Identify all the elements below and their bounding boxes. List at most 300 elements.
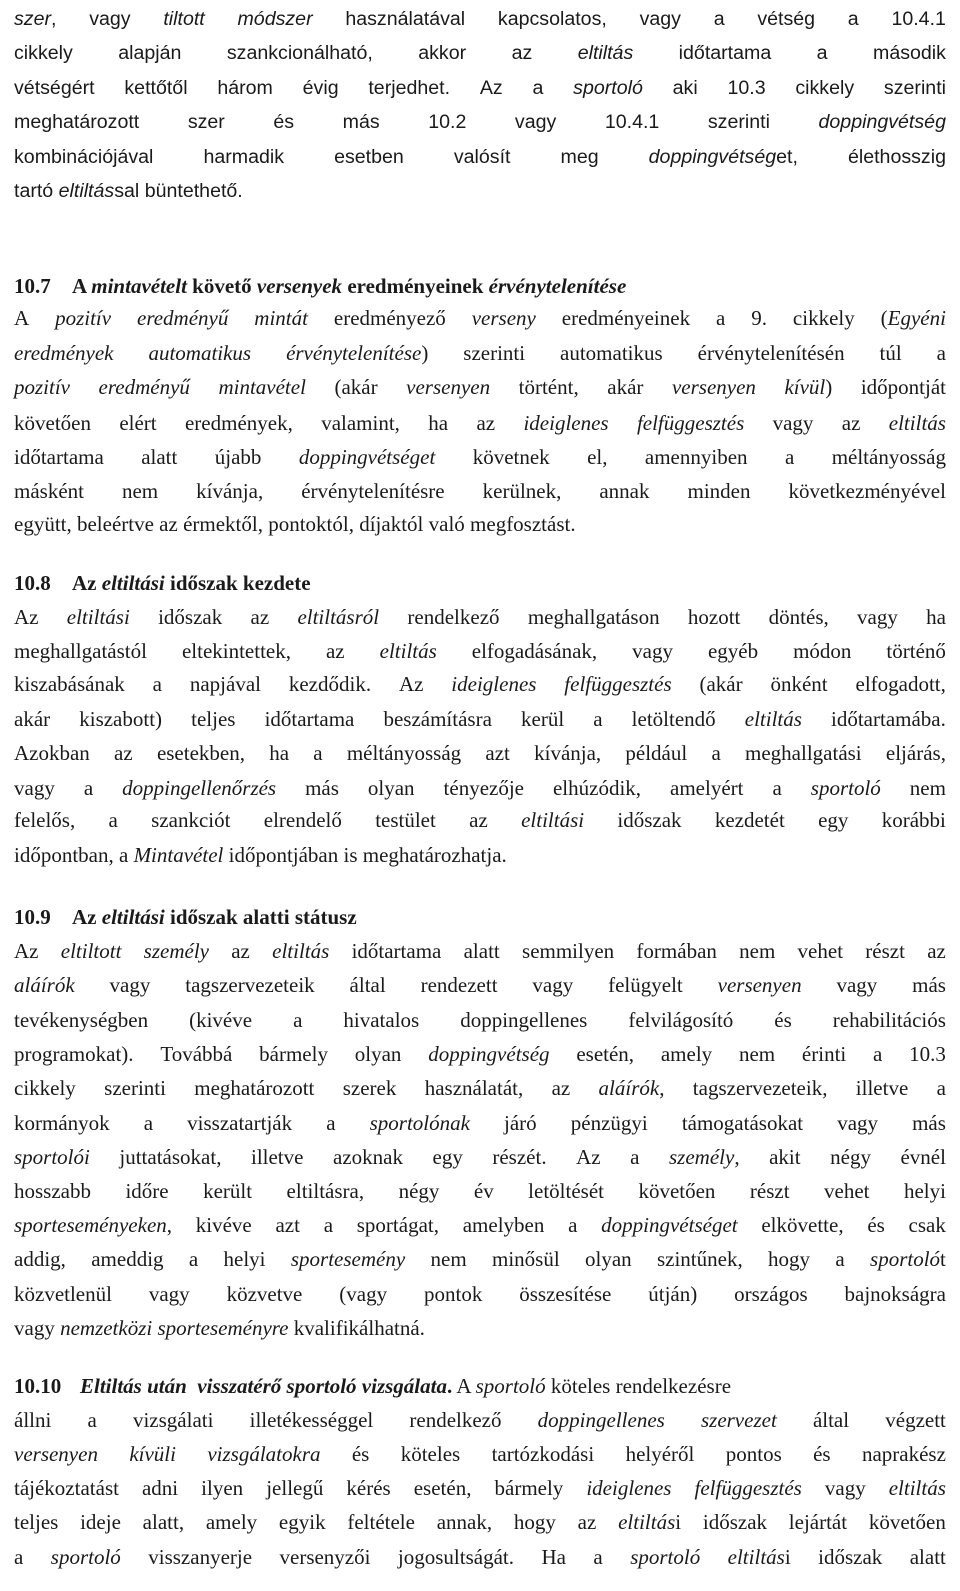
text-run: annak, xyxy=(436,1510,493,1534)
text-word xyxy=(14,801,75,839)
text-run: sportoló xyxy=(810,776,881,800)
text-run: érvénytelenítésén xyxy=(697,341,845,365)
text-run: amelyben xyxy=(462,1213,545,1237)
text-run: visszanyerje xyxy=(148,1545,253,1569)
text-word xyxy=(185,404,293,442)
text-run: a xyxy=(326,1111,336,1135)
text-run: cikkely xyxy=(14,1076,76,1100)
text-run: felügyelt xyxy=(608,973,683,997)
text-run: Egyéni xyxy=(887,306,946,330)
text-word xyxy=(835,1240,844,1278)
text-word xyxy=(399,1172,440,1210)
text-run: együtt, beleértve az érmektől, pontoktól, díjaktól való megfosztást. xyxy=(14,512,576,536)
text-word xyxy=(630,1138,639,1176)
text-word xyxy=(552,1069,571,1107)
paragraph-line xyxy=(14,1104,946,1142)
text-run: Az xyxy=(479,77,503,99)
text-run: használatát, xyxy=(424,1076,524,1100)
paragraph-line xyxy=(14,665,946,703)
text-run: eltiltási xyxy=(66,605,130,629)
text-run: a xyxy=(87,1408,97,1432)
text-run: kapcsolatos, xyxy=(497,8,607,30)
text-word xyxy=(789,1503,847,1541)
text-word xyxy=(882,801,946,839)
text-word xyxy=(287,1172,365,1210)
text-word xyxy=(751,299,767,337)
text-word xyxy=(251,1138,303,1176)
text-word xyxy=(798,932,843,970)
text-run: részét. xyxy=(492,1145,547,1169)
text-word xyxy=(867,1206,885,1244)
text-run: meghatározott xyxy=(194,1076,315,1100)
text-run: időszak xyxy=(158,605,223,629)
text-run: eredmények, xyxy=(184,411,293,435)
text-word xyxy=(891,0,945,38)
text-run: pozitív xyxy=(55,306,112,330)
text-run: akit xyxy=(769,1145,801,1169)
paragraph-line xyxy=(14,1001,946,1039)
text-word xyxy=(645,438,748,476)
text-word xyxy=(409,1401,501,1439)
section-title: érvénytelenítése xyxy=(488,274,627,298)
text-word xyxy=(297,598,379,636)
text-run: akár xyxy=(14,707,51,731)
text-word xyxy=(900,1138,945,1176)
paragraph-line xyxy=(14,138,946,176)
text-run: felfüggesztés xyxy=(564,672,672,696)
text-run: a xyxy=(816,42,828,64)
text-run: tényezője xyxy=(443,776,524,800)
text-word xyxy=(227,1275,303,1313)
text-word xyxy=(813,1401,849,1439)
text-word xyxy=(463,334,525,372)
text-word xyxy=(217,69,273,107)
text-word xyxy=(109,801,118,839)
text-word xyxy=(585,1240,632,1278)
text-word xyxy=(528,598,660,636)
text-word xyxy=(118,34,181,72)
paragraph-line xyxy=(14,801,946,839)
text-run: egy xyxy=(818,808,849,832)
text-run: időszak xyxy=(818,1545,883,1569)
text-word xyxy=(519,1275,611,1313)
text-run: szervezet xyxy=(700,1408,777,1432)
text-word xyxy=(299,438,435,476)
text-word xyxy=(14,932,39,970)
text-word xyxy=(14,1435,98,1473)
text-run: hosszabb xyxy=(14,1179,91,1203)
section-title: Eltiltás után visszatérő sportoló vizsgálata xyxy=(80,1374,447,1398)
text-run: más xyxy=(912,1111,946,1135)
text-word xyxy=(194,1069,314,1107)
text-run: ( xyxy=(880,306,888,330)
text-word xyxy=(14,1104,110,1142)
text-word xyxy=(272,932,329,970)
text-word xyxy=(203,1172,252,1210)
text-run: időpontban, a xyxy=(14,843,134,867)
text-word xyxy=(648,1275,697,1313)
text-run: doppingvétség xyxy=(428,1042,550,1066)
text-run: sportoló xyxy=(573,77,643,99)
text-word xyxy=(889,404,946,442)
text-run: a xyxy=(568,1213,578,1237)
text-word xyxy=(433,1138,463,1176)
text-run: járó xyxy=(504,1111,537,1135)
text-word xyxy=(14,69,95,107)
text-run: ha xyxy=(428,411,449,435)
text-run: időtartama xyxy=(351,939,442,963)
text-word xyxy=(421,966,498,1004)
text-run: helyi xyxy=(903,1179,946,1203)
text-word xyxy=(151,801,230,839)
text-run: és xyxy=(867,1213,885,1237)
text-run: adni xyxy=(141,1476,179,1500)
text-run: sportolónak xyxy=(369,1111,470,1135)
text-run: kivéve xyxy=(195,1213,252,1237)
text-run: illetve xyxy=(855,1076,909,1100)
text-run: szerinti xyxy=(104,1076,166,1100)
paragraph-line xyxy=(14,1309,946,1347)
text-run: alatt xyxy=(141,445,178,469)
text-word xyxy=(601,1206,737,1244)
text-word xyxy=(79,700,162,738)
text-word xyxy=(836,966,877,1004)
text-run: elért xyxy=(119,411,157,435)
text-run: más xyxy=(342,111,380,133)
text-word xyxy=(522,932,614,970)
text-word xyxy=(87,1401,96,1439)
text-run: amely xyxy=(205,1510,258,1534)
text-word xyxy=(813,1435,831,1473)
text-run: (vagy xyxy=(339,1282,388,1306)
text-word xyxy=(289,665,371,703)
text-run: letöltendő xyxy=(631,707,716,731)
text-word xyxy=(673,69,698,107)
text-run: kívüli xyxy=(129,1442,176,1466)
text-run: sportolói xyxy=(14,1145,90,1169)
text-word xyxy=(701,1401,777,1439)
text-word xyxy=(187,1104,292,1142)
text-word xyxy=(279,1503,326,1541)
text-word xyxy=(856,665,946,703)
text-word xyxy=(519,368,579,406)
text-word xyxy=(757,0,815,38)
text-run: meghatározott xyxy=(14,111,140,133)
text-run: szer xyxy=(187,111,225,133)
text-word xyxy=(55,299,111,337)
text-run: terjedhet. xyxy=(368,77,451,99)
text-run: kérés xyxy=(346,1476,391,1500)
text-run: letöltését xyxy=(528,1179,604,1203)
text-run: pontos xyxy=(725,1442,782,1466)
text-run: kiszabott) xyxy=(79,707,163,731)
text-run: doppingellenes xyxy=(537,1408,665,1432)
text-run: rendelkező xyxy=(409,1408,502,1432)
paragraph-line xyxy=(14,1138,946,1176)
text-run: azoknak xyxy=(333,1145,403,1169)
section-title: versenyek xyxy=(256,274,343,298)
text-word xyxy=(607,368,643,406)
text-run: annak xyxy=(599,479,650,503)
text-run: az xyxy=(841,411,861,435)
text-run: eltiltási xyxy=(521,808,585,832)
text-word xyxy=(617,801,681,839)
text-run: a xyxy=(313,741,323,765)
text-word xyxy=(333,1138,403,1176)
text-word xyxy=(472,299,536,337)
text-run: eredmények xyxy=(14,341,114,365)
text-run: feltétele xyxy=(347,1510,415,1534)
text-word xyxy=(672,368,756,406)
text-run: eredményező xyxy=(333,306,446,330)
text-word xyxy=(784,368,832,406)
text-run: nem xyxy=(739,939,776,963)
text-word xyxy=(375,801,436,839)
text-run: időtartama xyxy=(264,707,355,731)
text-word xyxy=(480,69,503,107)
text-run: követően xyxy=(14,411,91,435)
text-run: harmadik xyxy=(203,146,285,168)
text-word xyxy=(250,1401,374,1439)
text-run: és xyxy=(273,111,295,133)
text-run: eltiltásra, xyxy=(286,1179,365,1203)
text-word xyxy=(578,34,634,72)
text-run: , xyxy=(166,1213,173,1237)
text-run: eltiltás xyxy=(618,1510,676,1534)
text-word xyxy=(431,1240,467,1278)
text-word xyxy=(460,1001,587,1039)
text-word xyxy=(149,1275,190,1313)
text-run: személy xyxy=(669,1145,735,1169)
text-run: a xyxy=(14,1545,24,1569)
paragraph-line xyxy=(14,836,946,874)
text-word xyxy=(576,1035,634,1073)
text-word xyxy=(14,103,139,141)
text-run: ideiglenes xyxy=(451,672,537,696)
text-word xyxy=(355,1035,402,1073)
text-run: közvetve xyxy=(226,1282,303,1306)
text-word xyxy=(324,1206,333,1244)
text-word xyxy=(14,1469,119,1507)
text-word xyxy=(534,734,601,772)
text-run: akkor xyxy=(418,42,467,64)
text-run: időre xyxy=(125,1179,169,1203)
text-run: szerinti xyxy=(463,341,526,365)
text-word xyxy=(474,1172,494,1210)
text-run: történő xyxy=(886,639,946,663)
text-word xyxy=(251,598,270,636)
text-run: tájékoztatást xyxy=(14,1476,119,1500)
text-run: időtartamába. xyxy=(831,707,946,731)
paragraph-line xyxy=(14,0,946,38)
section-number: 10.7 xyxy=(14,274,51,298)
text-run: vagy xyxy=(532,973,574,997)
text-word xyxy=(352,1435,370,1473)
text-word xyxy=(158,598,222,636)
text-run: et, xyxy=(776,146,798,168)
text-run: kívül xyxy=(784,375,826,399)
text-run: útján) xyxy=(648,1282,698,1306)
text-word xyxy=(873,1035,882,1073)
text-word xyxy=(334,368,377,406)
text-word xyxy=(326,1104,335,1142)
text-run: 10.4.1 xyxy=(604,111,660,133)
text-run: a xyxy=(323,1213,334,1237)
paragraph-line xyxy=(14,598,946,636)
text-run: meghallgatáson xyxy=(527,605,660,629)
text-run: azt xyxy=(275,1213,300,1237)
text-run: vagy xyxy=(514,111,557,133)
section-title: követő xyxy=(186,274,257,298)
text-word xyxy=(269,734,289,772)
text-word xyxy=(833,1001,946,1039)
text-word xyxy=(523,404,608,442)
text-run: a xyxy=(936,341,946,365)
text-word xyxy=(637,404,744,442)
text-run: évig xyxy=(302,77,339,99)
text-run: ha xyxy=(269,741,290,765)
text-run: vagy xyxy=(89,8,131,30)
text-run: kerülnek, xyxy=(482,479,562,503)
text-run: az xyxy=(469,808,488,832)
text-word xyxy=(861,368,946,406)
text-run: alatt, xyxy=(142,1510,185,1534)
text-word xyxy=(885,1401,946,1439)
text-word xyxy=(699,665,742,703)
text-word xyxy=(347,734,461,772)
text-word xyxy=(144,1104,153,1142)
text-run: az xyxy=(551,1076,571,1100)
text-word xyxy=(605,103,659,141)
text-run: amelyért xyxy=(670,776,744,800)
paragraph-line xyxy=(14,966,946,1004)
text-run: vagy xyxy=(632,639,673,663)
text-run: vagy xyxy=(14,776,55,800)
text-run: összesítése xyxy=(519,1282,612,1306)
text-word xyxy=(912,966,946,1004)
text-word xyxy=(937,334,946,372)
text-run: személy xyxy=(143,939,209,963)
text-word xyxy=(608,966,683,1004)
text-run: t xyxy=(940,1247,946,1271)
text-run: kormányok xyxy=(14,1111,110,1135)
text-run: 9. xyxy=(751,306,767,330)
text-run: az xyxy=(231,939,250,963)
text-word xyxy=(739,1035,775,1073)
text-run: akár xyxy=(607,375,644,399)
text-run: a xyxy=(784,445,795,469)
text-word xyxy=(119,1138,221,1176)
text-word xyxy=(476,404,495,442)
text-run: eltiltott xyxy=(60,939,122,963)
text-run: használatával xyxy=(345,8,466,30)
text-word xyxy=(437,1503,492,1541)
text-run: felvilágosító xyxy=(628,1008,734,1032)
text-word xyxy=(206,1503,257,1541)
text-word xyxy=(350,966,386,1004)
text-word xyxy=(769,1138,801,1176)
text-word xyxy=(865,932,905,970)
text-run: sportoló xyxy=(630,1545,701,1569)
text-word xyxy=(14,1172,91,1210)
text-word xyxy=(768,1240,810,1278)
text-word xyxy=(91,1240,163,1278)
text-word xyxy=(343,1069,397,1107)
text-run: minősül xyxy=(491,1247,560,1271)
text-word xyxy=(293,1001,302,1039)
text-run: ideje xyxy=(80,1510,121,1534)
text-word xyxy=(428,404,448,442)
text-run: felfüggesztés xyxy=(694,1476,802,1500)
text-run: sportoló xyxy=(870,1247,941,1271)
text-run: nem xyxy=(738,1042,776,1066)
text-word xyxy=(14,1138,90,1176)
text-word xyxy=(593,1538,602,1576)
text-word xyxy=(189,1240,198,1278)
text-run: köteles rendelkezésre xyxy=(545,1374,732,1398)
text-run: amely xyxy=(660,1042,713,1066)
text-run: alatt xyxy=(463,939,500,963)
text-run: juttatásokat, xyxy=(119,1145,222,1169)
text-word xyxy=(280,1538,371,1576)
text-word xyxy=(401,1435,460,1473)
text-word xyxy=(339,1275,387,1313)
text-word xyxy=(137,299,228,337)
text-run: rendelkező xyxy=(407,605,500,629)
text-word xyxy=(110,966,151,1004)
text-word xyxy=(819,103,946,141)
text-run: időtartama xyxy=(14,445,104,469)
section-title: eltiltási xyxy=(101,905,165,929)
text-word xyxy=(406,368,490,406)
text-word xyxy=(688,598,741,636)
text-run: jellegű xyxy=(266,1476,324,1500)
text-run: a xyxy=(152,672,162,696)
text-word xyxy=(265,700,355,738)
text-run: alatt xyxy=(909,1545,946,1569)
text-run: mintavétel xyxy=(218,375,306,399)
text-word xyxy=(927,932,946,970)
paragraph-line xyxy=(14,368,946,406)
text-word xyxy=(573,69,643,107)
text-word xyxy=(347,1503,415,1541)
text-run: vétség xyxy=(757,8,816,30)
text-run: tagszervezeteik, xyxy=(692,1076,828,1100)
section-number: 10.9 xyxy=(14,905,51,929)
text-run: doppingellenes xyxy=(460,1008,588,1032)
text-word xyxy=(586,1469,671,1507)
text-run: szankciót xyxy=(151,808,231,832)
text-run: időtartama xyxy=(678,42,772,64)
section-heading xyxy=(14,564,946,602)
paragraph-line xyxy=(14,172,946,210)
text-run: Ha xyxy=(541,1545,566,1569)
text-word xyxy=(578,1503,597,1541)
text-word xyxy=(856,1069,908,1107)
text-run: időszak xyxy=(702,1510,768,1534)
text-run: második xyxy=(873,42,946,64)
text-word xyxy=(626,1435,695,1473)
text-word xyxy=(144,932,209,970)
text-run: a xyxy=(143,1111,154,1135)
text-word xyxy=(129,1435,176,1473)
text-word xyxy=(495,1469,564,1507)
text-run: például xyxy=(625,741,688,765)
paragraph-line xyxy=(14,505,946,543)
text-word xyxy=(414,1469,472,1507)
text-word xyxy=(352,932,442,970)
text-word xyxy=(201,1469,243,1507)
